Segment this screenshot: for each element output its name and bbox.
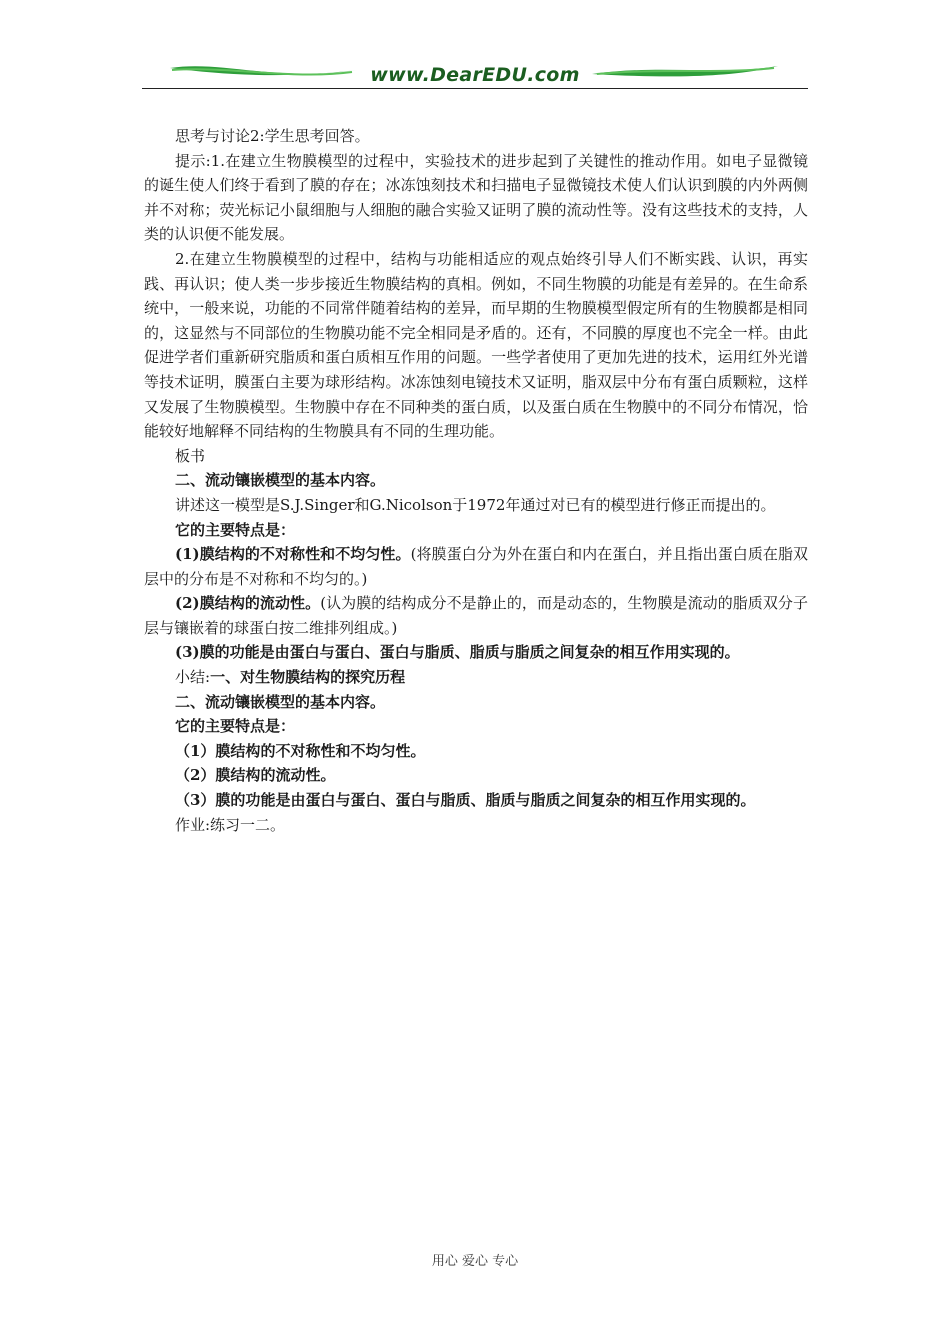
site-logo-text: www.DearEDU.com bbox=[370, 64, 580, 86]
paragraph-feature-1 bbox=[144, 542, 808, 591]
paragraph-feature-2 bbox=[144, 591, 808, 640]
paragraph-board: 板书 bbox=[175, 446, 206, 465]
heading-model-content: 二、流动镶嵌模型的基本内容。 bbox=[175, 471, 386, 490]
summary-item-2: 二、流动镶嵌模型的基本内容。 bbox=[175, 692, 386, 711]
summary-item-1: 一、对生物膜结构的探究历程 bbox=[210, 668, 406, 687]
summary-features-heading: 它的主要特点是： bbox=[175, 717, 296, 736]
paragraph-homework: 作业:练习一二。 bbox=[175, 815, 286, 834]
feature-1-detail: (将膜蛋白分为外在蛋白和内在蛋白，并且指出蛋白质在脂双层中的分布是不对称和不均匀的。) bbox=[144, 545, 809, 588]
feature-1-title: (1)膜结构的不对称性和不均匀性。 bbox=[175, 545, 411, 564]
summary-feature-3: （3）膜的功能是由蛋白与蛋白、蛋白与脂质、脂质与脂质之间复杂的相互作用实现的。 bbox=[175, 791, 756, 810]
paragraph-feature-3: (3)膜的功能是由蛋白与蛋白、蛋白与脂质、脂质与脂质之间复杂的相互作用实现的。 bbox=[175, 643, 740, 662]
feature-2-title: (2)膜结构的流动性。 bbox=[175, 594, 321, 613]
page-footer: 用心 爱心 专心 bbox=[431, 1254, 519, 1269]
summary-feature-1: （1）膜结构的不对称性和不均匀性。 bbox=[175, 741, 426, 760]
paragraph-model-origin: 讲述这一模型是S.J.Singer和G.Nicolson于1972年通过对已有的模型进行修正而提出的。 bbox=[175, 495, 776, 514]
document-body bbox=[144, 124, 808, 837]
header-divider bbox=[142, 88, 808, 89]
paragraph-discussion: 思考与讨论2:学生思考回答。 bbox=[175, 127, 370, 145]
site-header bbox=[142, 56, 808, 90]
paragraph-summary bbox=[144, 665, 808, 690]
paragraph-hint-2: 2.在建立生物膜模型的过程中，结构与功能相适应的观点始终引导人们不断实践、认识，再实践、再认识；使人类一步步接近生物膜结构的真相。例如，不同生物膜的功能是有差异的。在生命系统中，一般来说，功能的不同常伴随着结构的差异，而早期的生物膜模型假定所有的生物膜都是相同的，这显然与不同部位的生物膜功能不完全相同是矛盾的。还有，不同膜的厚度也不完全一样。由此促进学者们重新研究脂质和蛋白质相互作用的问题。一些学者使用了更加先进的技术，运用红外光谱等技术证明，膜蛋白主要为球形结构。冰冻蚀刻电镜技术又证明，脂双层中分布有蛋白质颗粒，这样又发展了生物膜模型。生物膜中存在不同种类的蛋白质，以及蛋白质在生物膜中的不同分布情况，恰能较好地解释不同结构的生物膜具有不同的生理功能。 bbox=[144, 249, 808, 441]
summary-feature-2: （2）膜结构的流动性。 bbox=[175, 766, 336, 785]
summary-label: 小结: bbox=[175, 668, 211, 687]
paragraph-hint-1: 提示:1.在建立生物膜模型的过程中，实验技术的进步起到了关键性的推动作用。如电子显微镜的诞生使人们终于看到了膜的存在；冰冻蚀刻技术和扫描电子显微镜技术使人们认识到膜的内外两侧并不对称；荧光标记小鼠细胞与人细胞的融合实验又证明了膜的流动性等。没有这些技术的支持，人类的认识便不能发展。 bbox=[144, 151, 808, 244]
heading-main-features: 它的主要特点是： bbox=[175, 520, 296, 539]
feature-2-detail: (认为膜的结构成分不是静止的，而是动态的，生物膜是流动的脂质双分子层与镶嵌着的球蛋白按二维排列组成。) bbox=[144, 594, 808, 637]
